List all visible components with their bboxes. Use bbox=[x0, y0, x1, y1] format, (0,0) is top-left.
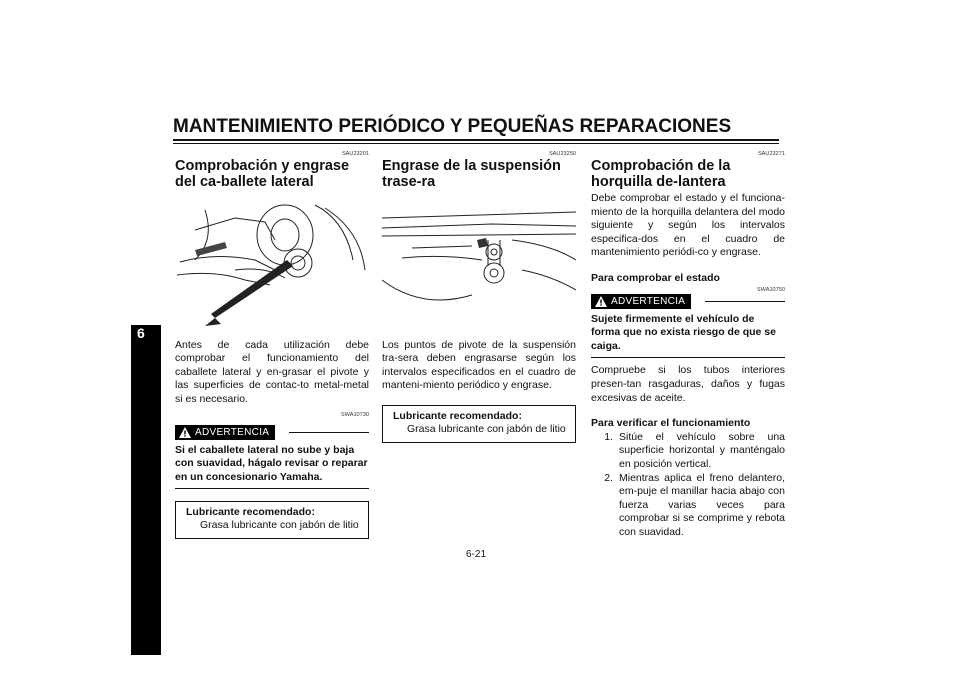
header-rule bbox=[173, 139, 779, 141]
section-body: Los puntos de pivote de la suspensión tra-sera deben engrasarse según los intervalos especificados en el cuadro de manteni-miento periódico y engrase. bbox=[382, 338, 576, 392]
section-title: Comprobación y engrase del ca-ballete lateral bbox=[175, 158, 350, 190]
section-code: SAU23201 bbox=[341, 151, 369, 157]
warning-code: SWA10750 bbox=[756, 286, 785, 293]
warning-header bbox=[591, 294, 785, 309]
lubricant-box bbox=[382, 405, 576, 443]
page-number: 6-21 bbox=[466, 549, 487, 560]
step-number: 2. bbox=[604, 471, 613, 484]
warning-code: SWA10730 bbox=[340, 411, 369, 418]
lubricant-title: Lubricante recomendado: bbox=[186, 506, 315, 519]
lubricant-box bbox=[175, 501, 369, 539]
section-body: Debe comprobar el estado y el funciona-miento de la horquilla delantera del modo siguiente y según los intervalos especifica-dos en el cuadro de mantenimiento periódi-co y engrase. bbox=[591, 192, 785, 259]
lubricant-title: Lubricante recomendado: bbox=[393, 409, 522, 422]
rear-suspension-illustration bbox=[382, 200, 576, 328]
lubricant-value: Grasa lubricante con jabón de litio bbox=[200, 519, 359, 532]
chapter-tab bbox=[131, 325, 161, 655]
list-item bbox=[591, 472, 785, 540]
header-rule-thin bbox=[173, 143, 779, 144]
section-code: SAU23250 bbox=[548, 151, 576, 157]
warning-badge bbox=[591, 294, 691, 309]
step-number: 1. bbox=[604, 430, 613, 443]
warning-header bbox=[175, 425, 369, 440]
section-body: Antes de cada utilización debe comprobar el funcionamiento del caballete lateral y en-grasar el pivote y las superficies de contac-to metal-metal si es necesario. bbox=[175, 338, 369, 405]
warning-text: Sujete firmemente el vehículo de forma que no exista riesgo de que se caiga. bbox=[591, 313, 785, 359]
section-body-2: Compruebe si los tubos interiores presen-tan rasgaduras, daños y fugas excesivas de aceite. bbox=[591, 364, 785, 404]
warning-rule bbox=[289, 432, 369, 433]
lubricant-value: Grasa lubricante con jabón de litio bbox=[407, 422, 566, 435]
warning-badge bbox=[175, 425, 275, 440]
warning-rule bbox=[705, 301, 785, 302]
subheading-condition: Para comprobar el estado bbox=[591, 271, 720, 284]
section-title: Engrase de la suspensión trase-ra bbox=[382, 158, 561, 190]
column-sidestand bbox=[175, 150, 369, 539]
list-item bbox=[591, 431, 785, 472]
subheading-operation: Para verificar el funcionamiento bbox=[591, 417, 751, 430]
warning-label: ADVERTENCIA bbox=[611, 295, 686, 307]
steps-list bbox=[591, 431, 785, 540]
step-text: Mientras aplica el freno delantero, em-puje el manillar hacia abajo con fuerza varias veces para comprobar si se comprime y rebota con suavidad. bbox=[619, 471, 785, 538]
warning-triangle-icon bbox=[595, 296, 607, 307]
warning-label: ADVERTENCIA bbox=[195, 426, 270, 438]
warning-triangle-icon bbox=[179, 427, 191, 438]
column-rear-suspension bbox=[382, 150, 576, 443]
column-front-fork bbox=[591, 150, 785, 539]
page-header-title: MANTENIMIENTO PERIÓDICO Y PEQUEÑAS REPARACIONES bbox=[173, 116, 732, 137]
sidestand-illustration bbox=[175, 200, 369, 328]
section-title: Comprobación de la horquilla de-lantera bbox=[591, 158, 731, 190]
step-text: Sitúe el vehículo sobre una superficie horizontal y manténgalo en posición vertical. bbox=[619, 430, 785, 470]
section-code: SAU23271 bbox=[757, 151, 785, 157]
warning-text: Si el caballete lateral no sube y baja con suavidad, hágalo revisar o reparar en un concesionario Yamaha. bbox=[175, 444, 369, 490]
chapter-number: 6 bbox=[137, 325, 145, 341]
